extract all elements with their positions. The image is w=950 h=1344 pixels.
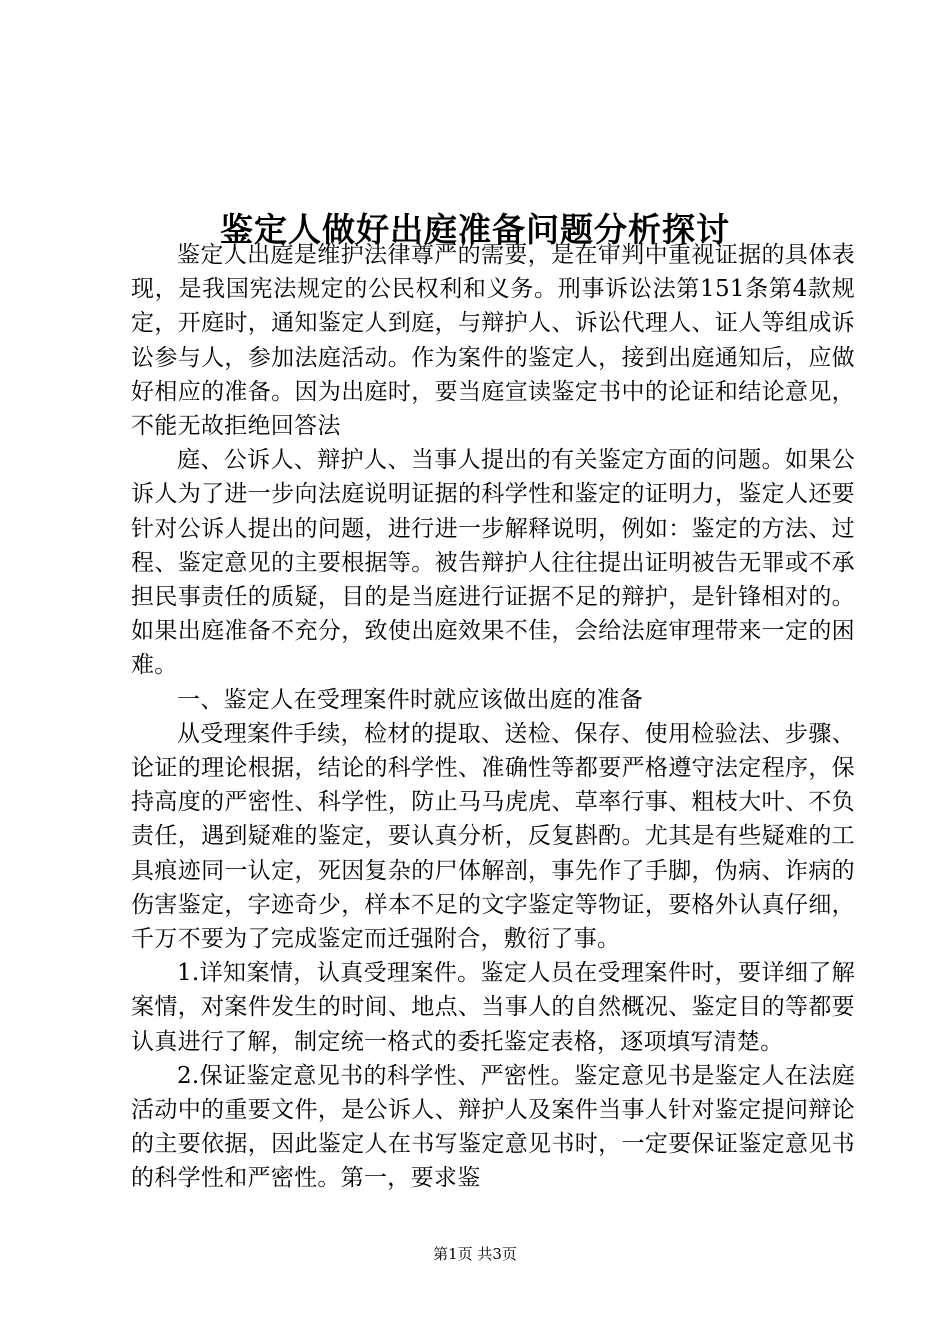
paragraph-5: 2.保证鉴定意见书的科学性、严密性。鉴定意见书是鉴定人在法庭活动中的重要文件，是公诉人、辩护人及案件当事人针对鉴定提问辩论的主要依据，因此鉴定人在书写鉴定意见书时，一定要保证鉴定意见书的科学性和严密性。第一，要求鉴 [131, 1062, 855, 1192]
section-heading-1: 一、鉴定人在受理案件时就应该做出庭的准备 [177, 686, 643, 713]
document-body [131, 238, 855, 1196]
paragraph-1: 鉴定人出庭是维护法律尊严的需要，是在审判中重视证据的具体表现，是我国宪法规定的公民权利和义务。刑事诉讼法第151条第4款规定，开庭时，通知鉴定人到庭，与辩护人、诉讼代理人、证人等组成诉讼参与人，参加法庭活动。作为案件的鉴定人，接到出庭通知后，应做好相应的准备。因为出庭时，要当庭宣读鉴定书中的论证和结论意见，不能无故拒绝回答法 [131, 242, 855, 440]
paragraph-4: 1.详知案情，认真受理案件。鉴定人员在受理案件时，要详细了解案情，对案件发生的时间、地点、当事人的自然概况、鉴定目的等都要认真进行了解，制定统一格式的委托鉴定表格，逐项填写清楚。 [131, 960, 855, 1055]
paragraph-2: 庭、公诉人、辩护人、当事人提出的有关鉴定方面的问题。如果公诉人为了进一步向法庭说明证据的科学性和鉴定的证明力，鉴定人还要针对公诉人提出的问题，进行进一步解释说明，例如：鉴定的方法、过程、鉴定意见的主要根据等。被告辩护人往往提出证明被告无罪或不承担民事责任的质疑，目的是当庭进行证据不足的辩护，是针锋相对的。如果出庭准备不充分，致使出庭效果不佳，会给法庭审理带来一定的困难。 [131, 447, 855, 679]
paragraph-3: 从受理案件手续，检材的提取、送检、保存、使用检验法、步骤、论证的理论根据，结论的科学性、准确性等都要严格遵守法定程序，保持高度的严密性、科学性，防止马马虎虎、草率行事、粗枝大叶、不负责任，遇到疑难的鉴定，要认真分析，反复斟酌。尤其是有些疑难的工具痕迹同一认定，死因复杂的尸体解剖，事先作了手脚，伪病、诈病的伤害鉴定，字迹奇少，样本不足的文字鉴定等物证，要格外认真仔细，千万不要为了完成鉴定而迁强附合，敷衍了事。 [131, 720, 855, 953]
page-footer: 第1页 共3页 [433, 1245, 517, 1263]
document-title: 鉴定人做好出庭准备问题分析探讨 [220, 210, 730, 250]
